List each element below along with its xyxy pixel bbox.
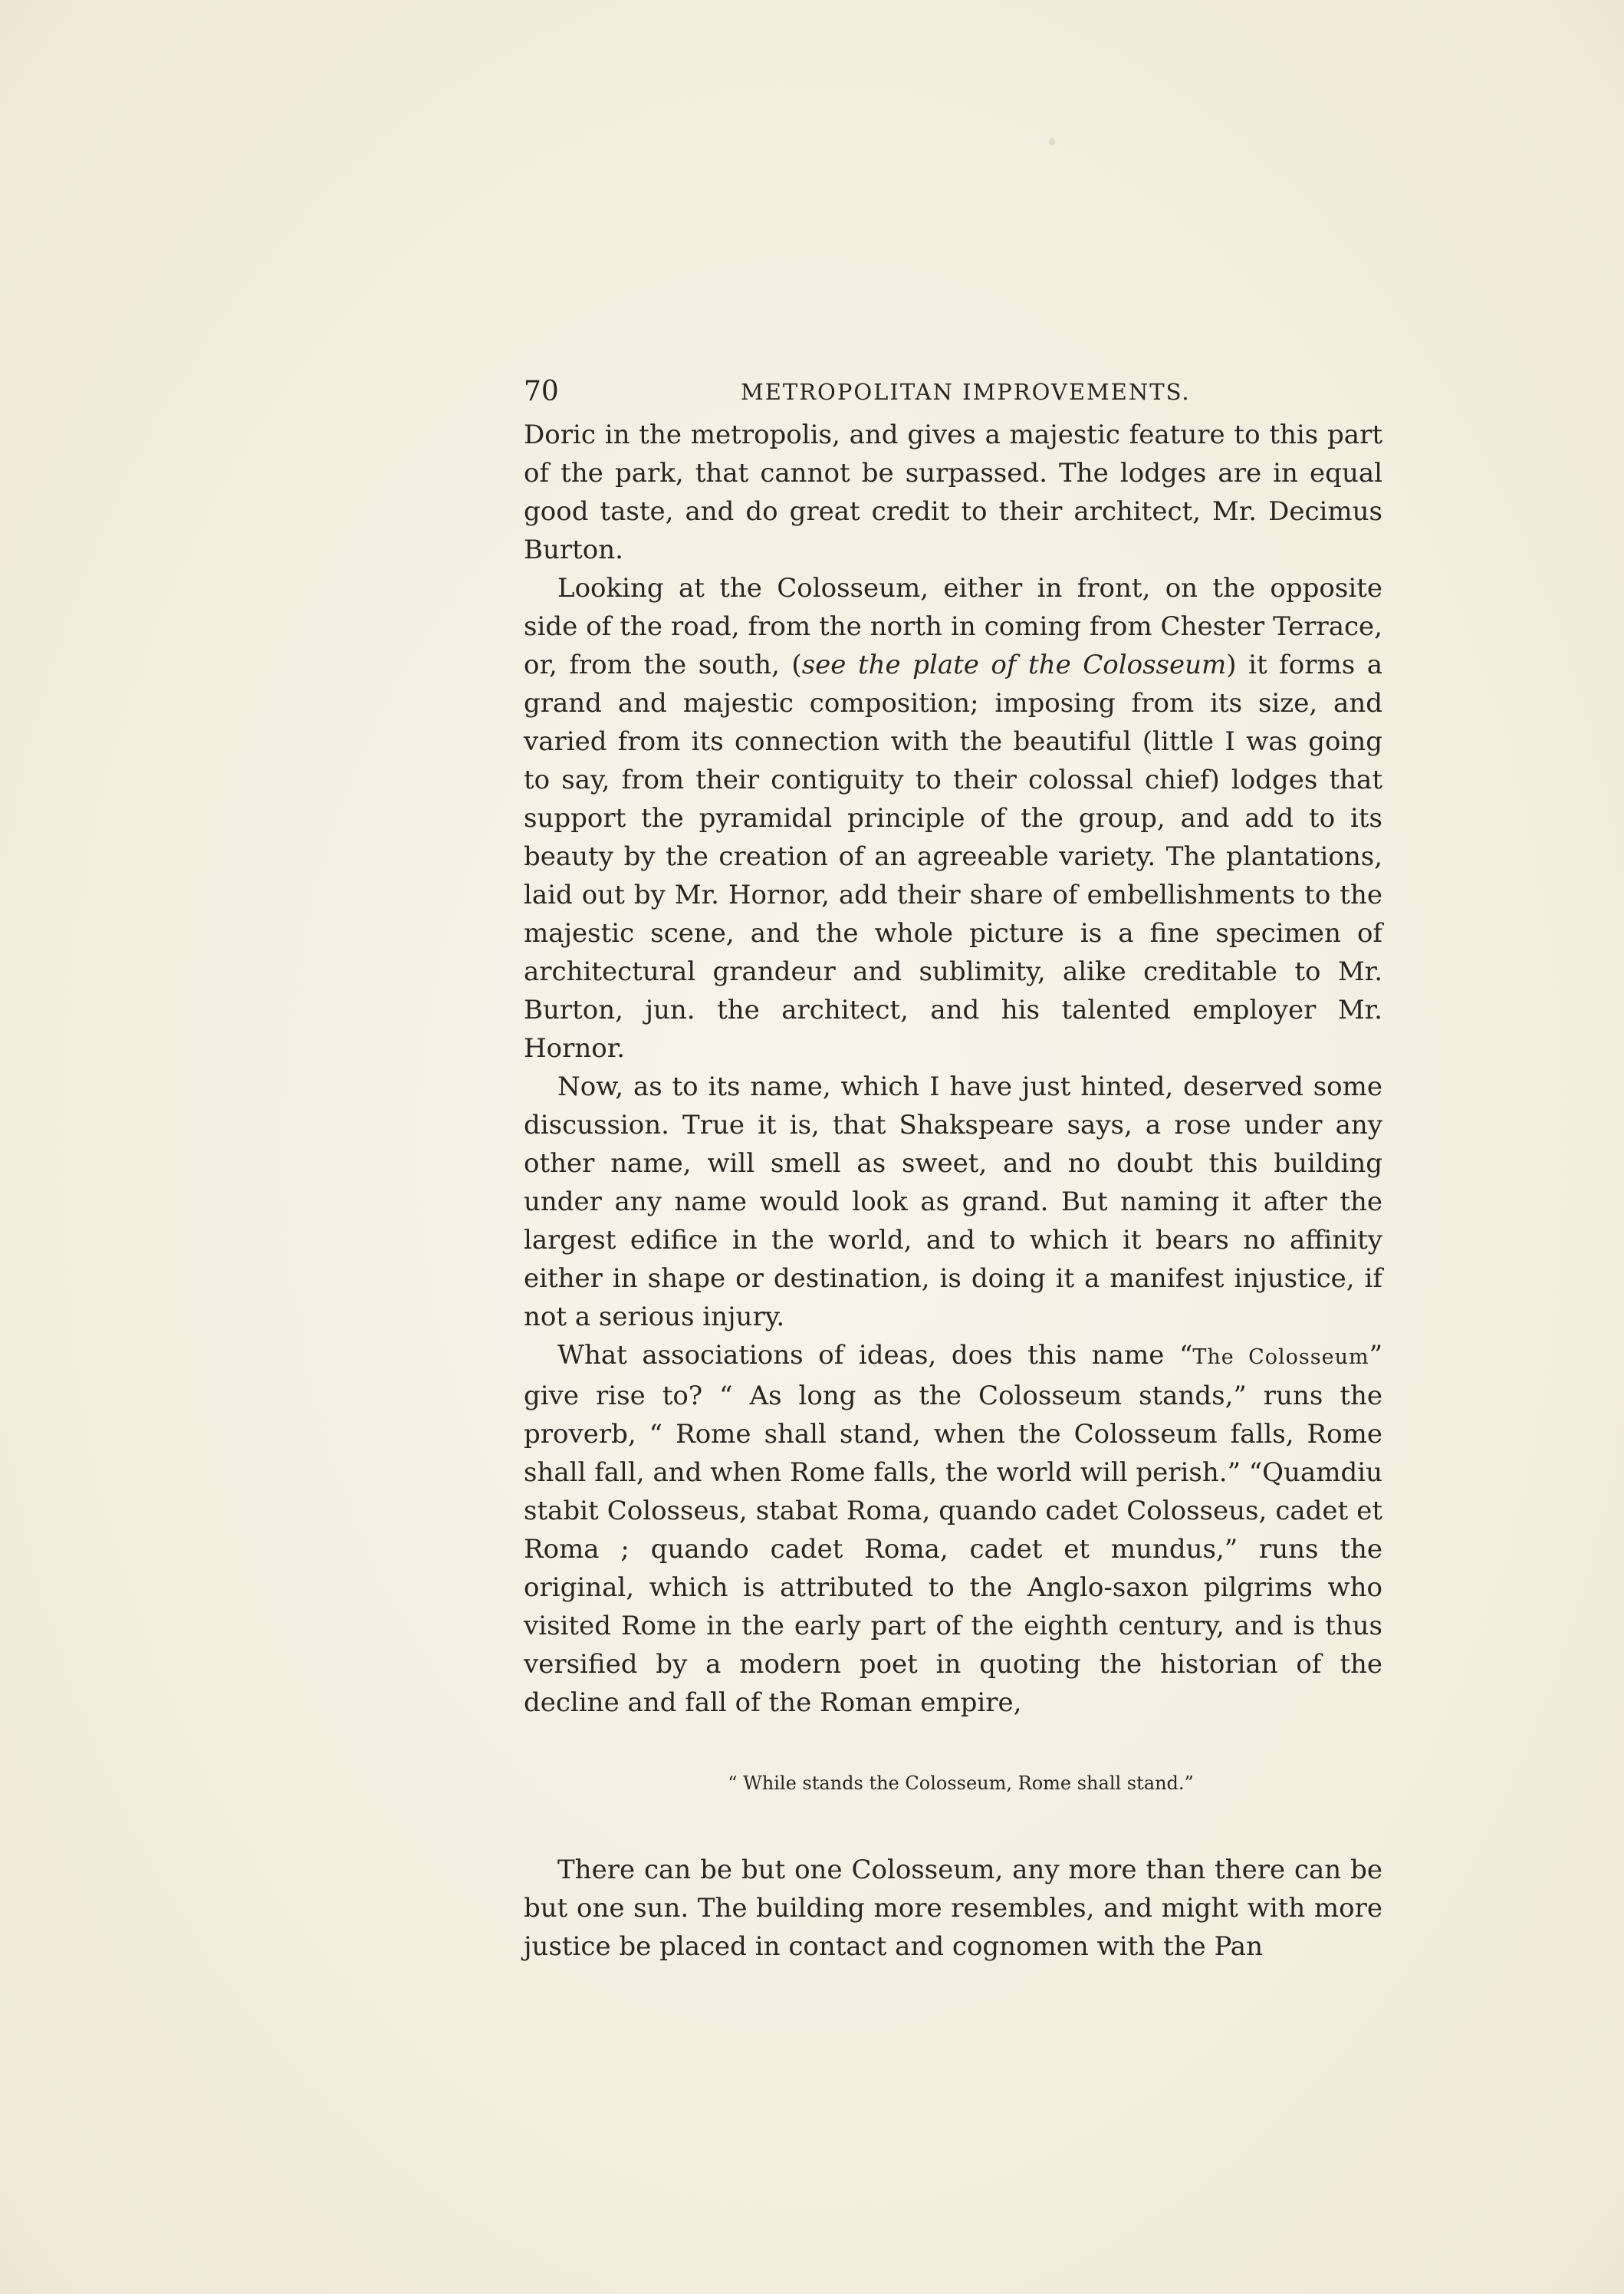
- plate-reference: see the plate of the Colosseum: [801, 650, 1227, 680]
- running-title: METROPOLITAN IMPROVEMENTS.: [741, 379, 1191, 405]
- paragraph-name-discussion: Now, as to its name, which I have just hinted, deserved some discussion. True it is, that Shakspeare says, a rose under any other name, will smell as sweet, and no doubt this building under any name would look as grand. But naming it after the largest edifice in the world, and to which it bears no affinity either in shape or destination, is doing it a manifest injustice, if not a serious injury.: [524, 1071, 1382, 1332]
- paragraph-colosseum-view: [524, 569, 1382, 1068]
- paper-spot: [1049, 138, 1055, 146]
- verse-quote: “ While stands the Colosseum, Rome shall stand.”: [728, 1772, 1194, 1794]
- paragraph-text: ) it forms a grand and majestic composition; imposing from its size, and varied from its connection with the beautiful (little I was going to say, from their contiguity to their colossal chief) lodges that support the pyramidal principle of the group, and add to its beauty by the creation of an agreeable variety. The plantations, laid out by Mr. Hornor, add their share of embellishments to the majestic scene, and the whole picture is a fine specimen of architectural grandeur and sublimity, alike creditable to Mr. Burton, jun. the architect, and his talented employer Mr. Hornor.: [524, 650, 1382, 1064]
- body-text: [524, 416, 1382, 1966]
- running-head: [524, 373, 1382, 411]
- small-caps-title: The Colosseum: [1192, 1345, 1369, 1369]
- paragraph-associations: [524, 1336, 1382, 1722]
- page-number: 70: [524, 376, 559, 407]
- paragraph-continuation: Doric in the metropolis, and gives a majestic feature to this part of the park, that cannot be surpassed. The lodges are in equal good taste, and do great credit to their architect, Mr. Decimus Burton.: [524, 420, 1382, 565]
- paragraph-text: What associations of ideas, does this name “: [557, 1340, 1193, 1371]
- paragraph-one-colosseum: There can be but one Colosseum, any more than there can be but one sun. The building more resembles, and might with more justice be placed in contact and cognomen with the Pan: [524, 1855, 1382, 1962]
- paragraph-text: ” give rise to? “ As long as the Colosseum stands,” runs the proverb, “ Rome shall stand, when the Colosseum falls, Rome shall fall, and when Rome falls, the world will perish.” “Quamdiu stabit Colosseus, stabat Roma, quando cadet Colosseus, cadet et Roma ; quando cadet Roma, cadet et mundus,” runs the original, which is attributed to the Anglo-saxon pilgrims who visited Rome in the early part of the eighth century, and is thus versified by a modern poet in quoting the historian of the decline and fall of the Roman empire,: [524, 1340, 1382, 1718]
- paragraph-text: Looking at the Colosseum, either in front, on the opposite side of the road, from the north in coming from Chester Terrace, or, from the south, (: [524, 573, 1382, 680]
